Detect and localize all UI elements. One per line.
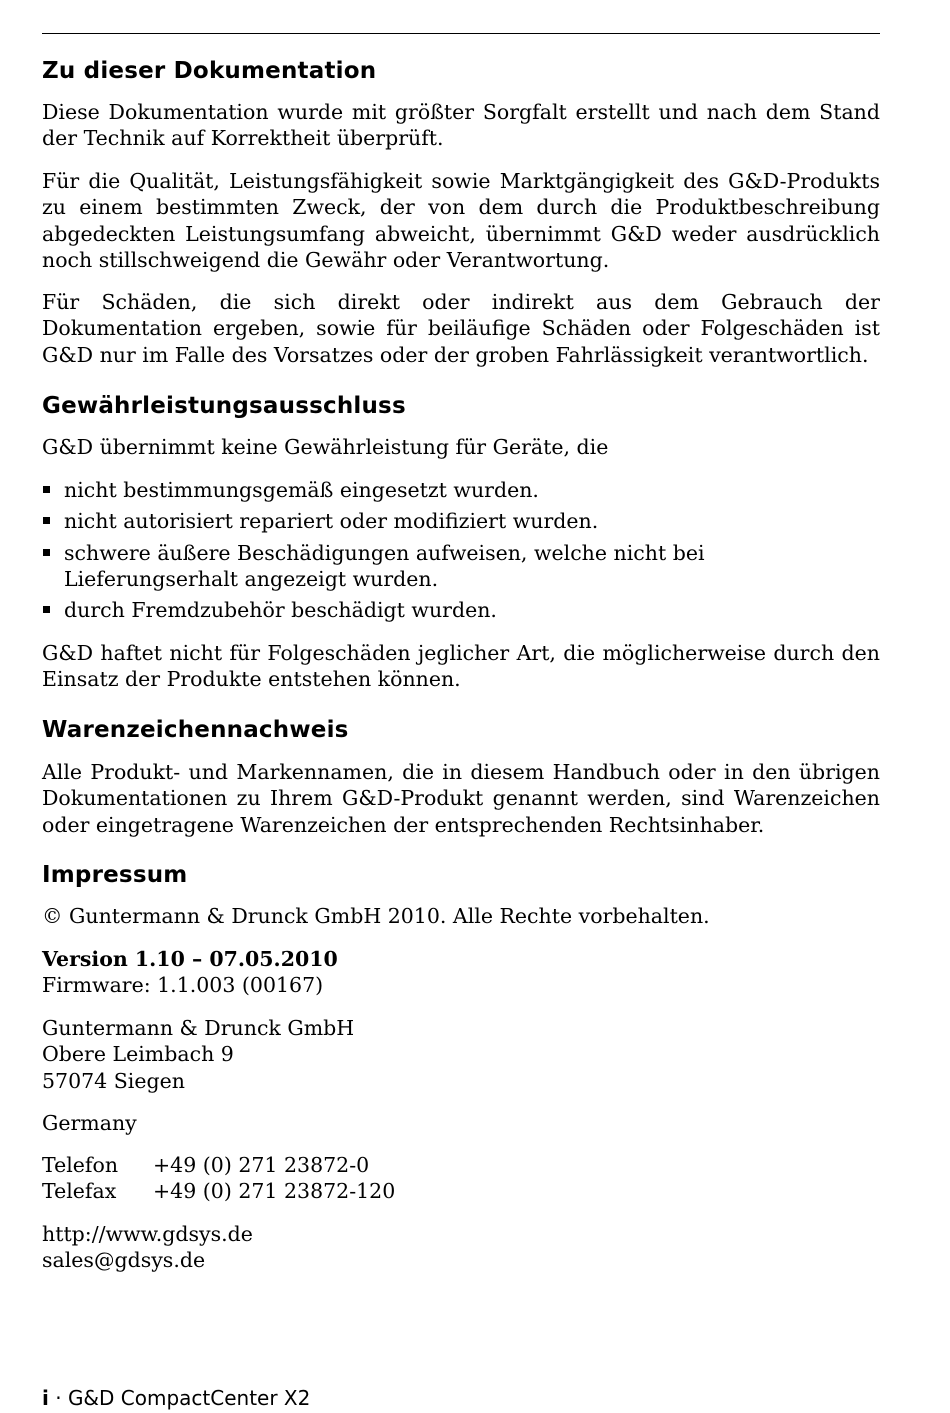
bullet-icon — [43, 549, 50, 556]
fax-row — [42, 1178, 880, 1204]
paragraph-block — [42, 168, 880, 273]
section-heading: Gewährleistungsausschluss — [42, 393, 406, 419]
contact-block — [42, 1152, 880, 1205]
page-number: i — [42, 1386, 49, 1410]
list-item — [42, 477, 880, 503]
page-footer — [42, 1386, 310, 1410]
country-block — [42, 1110, 880, 1136]
fax-number: +49 (0) 271 23872-120 — [153, 1179, 396, 1204]
paragraph: Diese Dokumentation wurde mit größter Sorgfalt erstellt und nach dem Stand der Technik auf Korrektheit überprüft. — [42, 100, 880, 151]
list-item — [42, 508, 880, 534]
section-heading: Impressum — [42, 862, 188, 888]
website-link[interactable]: http://www.gdsys.de — [42, 1222, 253, 1246]
list-item-text: nicht bestimmungsgemäß eingesetzt wurden. — [64, 478, 539, 502]
list-item — [42, 597, 880, 623]
section-heading: Zu dieser Dokumentation — [42, 58, 377, 84]
phone-row — [42, 1152, 880, 1178]
bullet-icon — [43, 486, 50, 493]
street-address: Obere Leimbach 9 — [42, 1042, 234, 1067]
address-block — [42, 1015, 880, 1094]
country-text: Germany — [42, 1111, 137, 1135]
paragraph: G&D haftet nicht für Folgeschäden jeglicher Art, die möglicherweise durch den Einsatz der Produkte entstehen können. — [42, 641, 880, 692]
list-item — [42, 540, 880, 593]
list-item-text: durch Fremdzubehör beschädigt wurden. — [64, 598, 497, 623]
footer-separator: · — [55, 1386, 62, 1410]
version-block — [42, 946, 880, 999]
company-name: Guntermann & Drunck GmbH — [42, 1016, 355, 1040]
section-trademark — [42, 716, 880, 744]
bullet-list — [42, 477, 880, 628]
paragraph: G&D übernimmt keine Gewährleistung für Geräte, die — [42, 435, 609, 459]
fax-label: Telefax — [42, 1179, 117, 1204]
version-text: Version 1.10 – 07.05.2010 — [42, 947, 338, 971]
email-link[interactable]: sales@gdsys.de — [42, 1248, 206, 1273]
footer-title: G&D CompactCenter X2 — [67, 1386, 311, 1410]
paragraph-block — [42, 434, 880, 460]
paragraph-block — [42, 289, 880, 368]
copyright-block — [42, 903, 880, 929]
paragraph-block — [42, 99, 880, 152]
firmware-text: Firmware: 1.1.003 (00167) — [42, 973, 324, 998]
city-address: 57074 Siegen — [42, 1068, 185, 1093]
paragraph-block — [42, 640, 880, 693]
section-imprint — [42, 861, 880, 889]
section-documentation — [42, 57, 880, 85]
list-item-text: schwere äußere Beschädigungen aufweisen, welche nicht bei Lieferungserhalt angezeigt wurden. — [64, 540, 705, 591]
phone-label: Telefon — [42, 1153, 119, 1177]
web-block — [42, 1221, 880, 1274]
phone-number: +49 (0) 271 23872-0 — [153, 1153, 370, 1177]
section-heading: Warenzeichennachweis — [42, 717, 349, 743]
list-item-text: nicht autorisiert repariert oder modifiziert wurden. — [64, 509, 599, 534]
paragraph: Für die Qualität, Leistungsfähigkeit sowie Marktgängigkeit des G&D-Produkts zu einem bestimmten Zweck, der von dem durch die Produktbeschreibung abgedeckten Leistungsumfang abweicht, übernimmt G&D weder ausdrücklich noch stillschweigend die Gewähr oder Verantwortung. — [42, 169, 880, 272]
bullet-icon — [43, 606, 50, 613]
copyright-text: © Guntermann & Drunck GmbH 2010. Alle Rechte vorbehalten. — [42, 904, 710, 928]
paragraph-block — [42, 759, 880, 838]
paragraph: Alle Produkt- und Markennamen, die in diesem Handbuch oder in den übrigen Dokumentationen zu Ihrem G&D-Produkt genannt werden, sind Warenzeichen oder eingetragene Warenzeichen der entsprechenden Rechtsinhaber. — [42, 760, 880, 837]
paragraph: Für Schäden, die sich direkt oder indirekt aus dem Gebrauch der Dokumentation ergeben, sowie für beiläufige Schäden oder Folgeschäden ist G&D nur im Falle des Vorsatzes oder der groben Fahrlässigkeit verantwortlich. — [42, 290, 880, 367]
top-rule — [42, 33, 880, 34]
bullet-icon — [43, 517, 50, 524]
section-warranty — [42, 392, 880, 420]
